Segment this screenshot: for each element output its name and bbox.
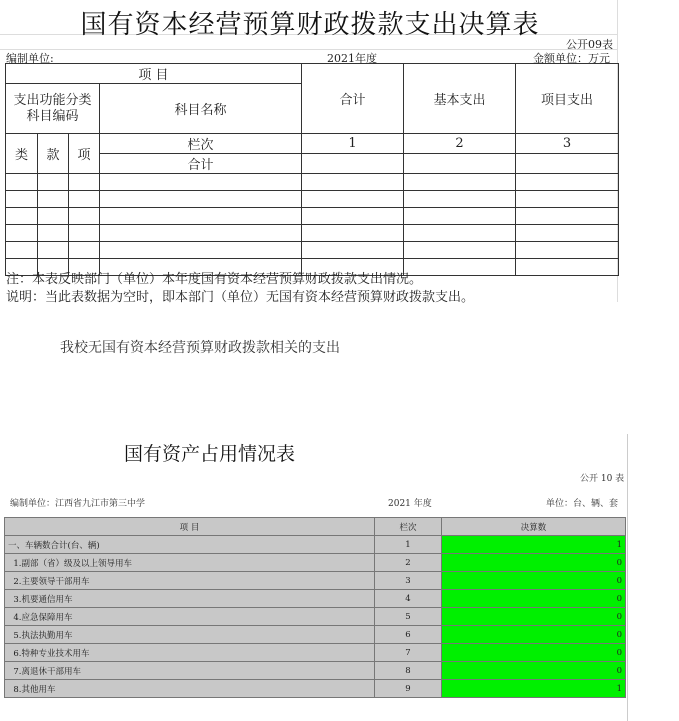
report-year: 2021 年度 bbox=[388, 499, 432, 509]
col-index-3: 3 bbox=[516, 134, 619, 154]
compiling-unit: 编制单位：江西省九江市第三中学 bbox=[10, 499, 146, 509]
row-lanci: 9 bbox=[375, 680, 442, 698]
table-row bbox=[5, 644, 626, 662]
row-value: 0 bbox=[442, 554, 626, 572]
header-item: 项 目 bbox=[6, 64, 302, 84]
row-value: 1 bbox=[442, 680, 626, 698]
row-lanci: 3 bbox=[375, 572, 442, 590]
capital-budget-expenditure-report bbox=[0, 0, 620, 305]
row-value: 0 bbox=[442, 644, 626, 662]
table-row bbox=[5, 554, 626, 572]
header-lei: 类 bbox=[6, 134, 38, 174]
table-row bbox=[5, 572, 626, 590]
row-item-label: 一、车辆数合计(台、辆) bbox=[5, 536, 375, 554]
table-row bbox=[6, 242, 619, 259]
col-index-2: 2 bbox=[404, 134, 516, 154]
table-cell bbox=[516, 154, 619, 174]
compiling-unit-label: 编制单位: bbox=[6, 52, 54, 65]
row-item-label: 4.应急保障用车 bbox=[5, 608, 375, 626]
row-value: 0 bbox=[442, 626, 626, 644]
expenditure-table bbox=[5, 63, 619, 276]
amount-unit: 金额单位：万元 bbox=[533, 52, 610, 65]
header-value: 决算数 bbox=[442, 518, 626, 536]
table-row bbox=[5, 626, 626, 644]
row-item-label: 3.机要通信用车 bbox=[5, 590, 375, 608]
report-title: 国有资本经营预算财政拨款支出决算表 bbox=[80, 10, 540, 40]
table-row bbox=[5, 680, 626, 698]
header-func-code: 支出功能分类科目编码 bbox=[6, 84, 100, 134]
table-row bbox=[6, 191, 619, 208]
grid-line bbox=[0, 49, 617, 50]
report-title: 国有资产占用情况表 bbox=[124, 443, 296, 465]
header-total: 合计 bbox=[302, 64, 404, 134]
form-code: 公开 10 表 bbox=[580, 474, 625, 484]
header-kuan: 款 bbox=[38, 134, 69, 174]
row-lanci: 6 bbox=[375, 626, 442, 644]
grid-line bbox=[627, 434, 628, 721]
header-project: 项目支出 bbox=[516, 64, 619, 134]
table-cell bbox=[404, 154, 516, 174]
row-value: 0 bbox=[442, 590, 626, 608]
col-index-1: 1 bbox=[302, 134, 404, 154]
row-item-label: 5.执法执勤用车 bbox=[5, 626, 375, 644]
vehicle-asset-table bbox=[4, 517, 626, 698]
row-value: 1 bbox=[442, 536, 626, 554]
row-total-label: 合计 bbox=[100, 154, 302, 174]
header-item: 项 目 bbox=[5, 518, 375, 536]
table-row bbox=[5, 590, 626, 608]
row-value: 0 bbox=[442, 662, 626, 680]
row-lanci: 4 bbox=[375, 590, 442, 608]
table-row bbox=[6, 174, 619, 191]
row-item-label: 1.副部（省）级及以上领导用车 bbox=[5, 554, 375, 572]
unit-measure: 单位：台、辆、套 bbox=[546, 499, 619, 509]
header-xiang: 项 bbox=[69, 134, 100, 174]
table-row bbox=[6, 208, 619, 225]
table-row bbox=[5, 662, 626, 680]
row-lanci: 8 bbox=[375, 662, 442, 680]
row-item-label: 7.离退休干部用车 bbox=[5, 662, 375, 680]
row-value: 0 bbox=[442, 608, 626, 626]
row-item-label: 6.特种专业技术用车 bbox=[5, 644, 375, 662]
row-lanci: 1 bbox=[375, 536, 442, 554]
header-basic: 基本支出 bbox=[404, 64, 516, 134]
report-year: 2021年度 bbox=[327, 52, 377, 65]
table-explanation: 说明：当此表数据为空时，即本部门（单位）无国有资本经营预算财政拨款支出。 bbox=[6, 290, 475, 305]
asset-occupancy-report bbox=[0, 434, 630, 721]
table-cell bbox=[302, 154, 404, 174]
table-row bbox=[5, 536, 626, 554]
row-item-label: 8.其他用车 bbox=[5, 680, 375, 698]
form-code: 公开09表 bbox=[566, 38, 613, 51]
table-header-row bbox=[5, 518, 626, 536]
table-row bbox=[5, 608, 626, 626]
header-lanci: 栏次 bbox=[100, 134, 302, 154]
header-lanci: 栏次 bbox=[375, 518, 442, 536]
row-lanci: 2 bbox=[375, 554, 442, 572]
header-subject-name: 科目名称 bbox=[100, 84, 302, 134]
no-expenditure-message: 我校无国有资本经营预算财政拨款相关的支出 bbox=[60, 340, 340, 356]
row-lanci: 7 bbox=[375, 644, 442, 662]
row-lanci: 5 bbox=[375, 608, 442, 626]
row-value: 0 bbox=[442, 572, 626, 590]
row-item-label: 2.主要领导干部用车 bbox=[5, 572, 375, 590]
table-row bbox=[6, 225, 619, 242]
table-note: 注：本表反映部门（单位）本年度国有资本经营预算财政拨款支出情况。 bbox=[6, 272, 423, 287]
